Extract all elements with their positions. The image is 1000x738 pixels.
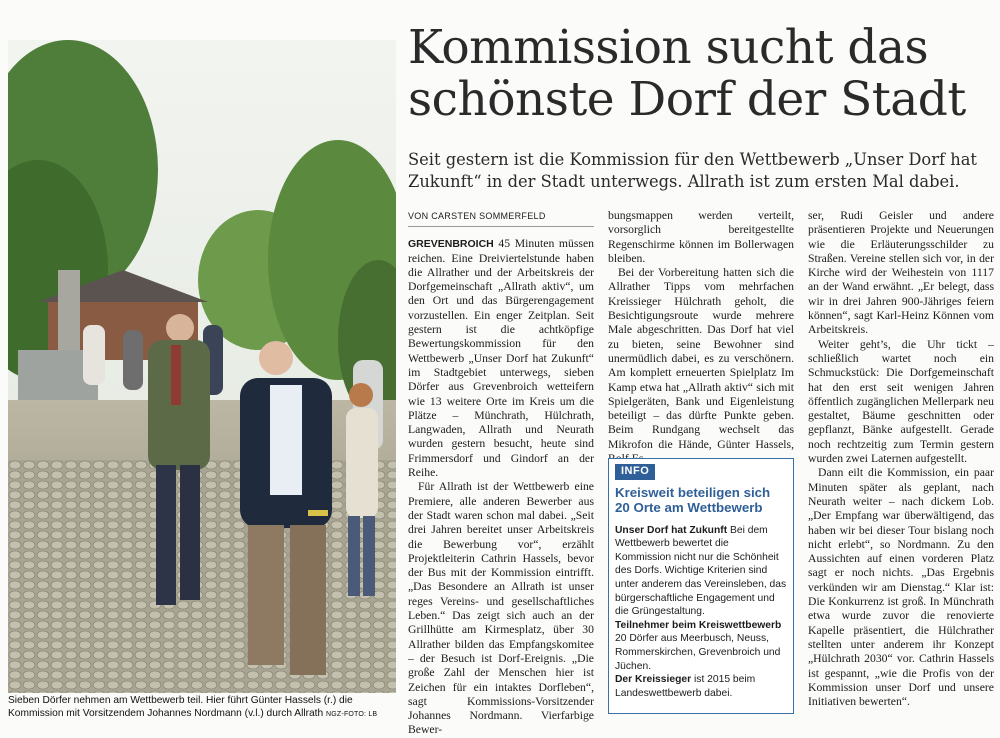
photo-credit: NGZ-FOTO: LB <box>326 711 378 718</box>
info-text: 20 Dörfer aus Meerbusch, Neuss, Rommerskirchen, Grevenbroich und Jüchen. <box>615 633 781 672</box>
article-column-2 <box>608 209 794 466</box>
article-photo <box>8 40 396 693</box>
info-term: Der Kreissieger <box>615 674 692 686</box>
info-paragraph <box>615 619 787 673</box>
paragraph <box>408 237 594 480</box>
caption-text: Sieben Dörfer nehmen am Wettbewerb teil. Hier führt Günter Hassels (r.) die Kommission mit Vorsitzendem Johannes Nordmann (v.l.) durch Allrath <box>8 695 353 719</box>
photo-caption <box>8 694 398 721</box>
subheadline: Seit gestern ist die Kommission für den Wettbewerb „Unser Dorf hat Zukunft“ in der Stadt unterwegs. Allrath ist zum ersten Mal dabei. <box>408 150 977 191</box>
article-column-3 <box>808 209 994 709</box>
paragraph: Weiter geht’s, die Uhr tickt – schließlich wartet noch ein Schmuckstück: Die Dorfgemeinschaft hat den erst seit wenigen Jahren öffentlich zugänglichen Mellerpark neu gestaltet, Bäume geschnitten oder gepflanzt, Bänke aufgestellt. Gerade noch rechtzeitig zum Termin gestern wurden zwei Laternen aufgestellt. <box>808 337 994 466</box>
info-tag: INFO <box>615 464 655 480</box>
info-term: Teilnehmer beim Kreiswettbewerb <box>615 619 782 631</box>
paragraph: bungsmappen werden verteilt, vorsorglich bereitgestellte Regenschirme können im Bollerwagen bleiben. <box>608 209 794 265</box>
headline <box>408 22 998 126</box>
photo-illustration <box>8 40 396 693</box>
paragraph: ser, Rudi Geisler und andere präsentieren Projekte und Neuerungen wie die Erläuterungsschilder zu Straßen. Vereine stellen sich vor, in der Kirche wird der Weihestein von 1117 an der Wand erwähnt. „Er belegt, dass wir in drei Jahren 900-Jähriges feiern können“, sagt Karl-Heinz Können vom Arbeitskreis. <box>808 209 994 337</box>
article-column-1 <box>408 209 594 738</box>
paragraph: Dann eilt die Kommission, ein paar Minuten später als geplant, nach Neurath weiter – nach dickem Lob. „Der Empfang war überwältigend, das haben wir bei dieser Tour bislang noch nicht erlebt“, so Nordmann. Zu den Aussichten auf einen vorderen Platz sagt er noch nichts. „Das Ergebnis verkünden wir am Dienstag.“ Klar ist: Die Konkurrenz ist groß. In Münchrath etwa wurde zuvor die renovierte Kapelle präsentiert, die Hülchrather stellten unter anderem ihr Konzept „Hülchrath 2030“ vor. Cathrin Hassels ist gespannt, „wie die Profis von der Kommission unser Dorf und unsere Initiativen bewerten“. <box>808 466 994 709</box>
info-paragraph <box>615 673 787 700</box>
byline: VON CARSTEN SOMMERFELD <box>408 209 594 227</box>
headline-line-1: Kommission sucht das <box>408 20 929 75</box>
info-title: Kreisweit beteiligen sich 20 Orte am Wettbewerb <box>615 484 771 516</box>
info-term: Unser Dorf hat Zukunft <box>615 524 728 536</box>
paragraph-text: 45 Minuten müssen reichen. Eine Dreiviertelstunde haben die Allrather und der Arbeitskreis der Dorfgemeinschaft „Allrath aktiv“, um den Ort und das Bürgerengagement vorzustellen. Ein enger Zeitplan. Seit gestern ist die achtköpfige Bewertungskommission für den Wettbewerb „Unser Dorf hat Zukunft“ im Stadtgebiet unterwegs, sieben Dörfer aus Grevenbroich wetteifern wie 13 weitere Orte im Kreis um die Plätze – Münchrath, Hülchrath, Langwaden, Allrath und Neurath wurden gestern besucht, heute sind Frimmersdorf und Gindorf an der Reihe. <box>408 237 594 480</box>
paragraph: Für Allrath ist der Wettbewerb eine Premiere, alle anderen Bewerber aus der Stadt waren schon mal dabei. „Seit drei Jahren bereitet unser Arbeitskreis die Bewerbung vor“, erzählt Projektleiterin Cathrin Hassels, bevor der Bus mit der Kommission eintrifft. „Das Besondere an Allrath ist unser reges Vereins- und gesellschaftliches Leben.“ Das zeigt sich auch an der Grillhütte am Kirmesplatz, über 30 Allrather bilden das Empfangskomitee – der Besuch ist Dorf-Ereignis. „Die große Zahl der Menschen hier ist Zeichen für ein intaktes Dorfleben“, sagt Kommissions-Vorsitzender Johannes Nordmann. Vierfarbige Bewer- <box>408 480 594 737</box>
dateline: GREVENBROICH <box>408 238 494 251</box>
info-text: Bei dem Wettbewerb bewertet die Kommission nicht nur die Schönheit des Dorfs. Wichtige Kriterien sind unter anderem das Vereinsleben, das bürgerschaftliche Engagement und die Grüngestaltung. <box>615 524 787 618</box>
headline-line-2: schönste Dorf der Stadt <box>408 72 966 127</box>
info-paragraph <box>615 524 787 619</box>
info-box <box>608 458 794 714</box>
paragraph: Bei der Vorbereitung hatten sich die Allrather Tipps vom mehrfachen Kreissieger Hülchrath geholt, die Besichtigungsroute wurde mehrere Male abgeschritten. Das Dorf hat viel zu bieten, seine Bewohner sind unermüdlich dabei, es zu verschönern. Am komplett erneuerten Spielplatz Im Kamp etwa hat „Allrath aktiv“ sich mit Spielgeräten, Bank und Eigenleistung beteiligt – das dürfte Punkte geben. Beim Rundgang wechselt das Mikrofon die Hände, Günter Hassels, <box>608 266 794 451</box>
info-text: ist 2015 beim Landeswettbewerb dabei. <box>615 674 756 699</box>
